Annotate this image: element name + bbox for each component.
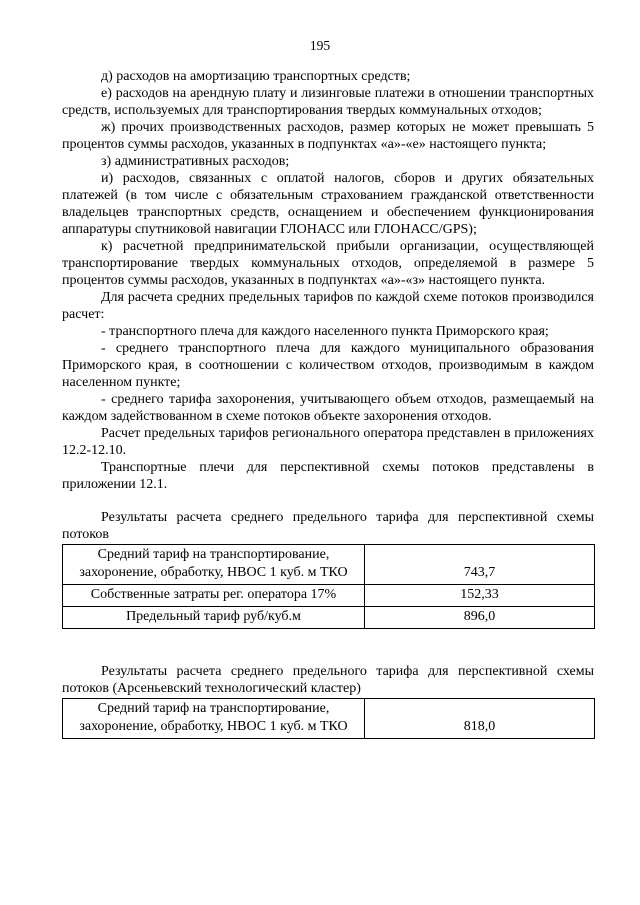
table-row [63,585,595,607]
paragraph-bullet-3: - среднего тарифа захоронения, учитывающего объем отходов, размещаемый на каждом задействованном в схеме потоков объекте захоронения отходов. [62,392,594,424]
paragraph-z: з) административных расходов; [101,154,290,169]
table-cell-label: Предельный тариф руб/куб.м [63,607,365,629]
paragraph-bullet-2: - среднего транспортного плеча для каждого муниципального образования Приморского края, в соотношении с количеством отходов, производимым в каждом населенном пункте; [62,341,594,390]
paragraph-appendix-routes: Транспортные плечи для перспективной схемы потоков представлены в приложении 12.1. [62,460,594,492]
paragraph-k: к) расчетной предпринимательской прибыли организации, осуществляющей транспортирование твердых коммунальных отходов, определяемой в размере 5 процентов суммы расходов, указанных в подпунктах «а»-«з» настоящего пункта. [62,239,594,288]
table-cell-label: Собственные затраты рег. оператора 17% [63,585,365,607]
paragraph-zh: ж) прочих производственных расходов, размер которых не может превышать 5 процентов суммы расходов, указанных в подпунктах «а»-«е» настоящего пункта; [62,120,594,152]
paragraph-appendix-tariffs: Расчет предельных тарифов регионального оператора представлен в приложениях 12.2-12.10. [62,426,594,458]
paragraph-i: и) расходов, связанных с оплатой налогов, сборов и других обязательных платежей (в том числе с обязательным страхованием гражданской ответственности владельцев транспортных средств, оснащением и обеспечением функционирования аппаратуры спутниковой навигации ГЛОНАСС или ГЛОНАСС/GPS); [62,171,594,237]
paragraph-bullet-1: - транспортного плеча для каждого населенного пункта Приморского края; [101,324,549,339]
table-cell-label: Средний тариф на транспортирование, захоронение, обработку, НВОС 1 куб. м ТКО [63,545,365,585]
table2 [62,698,595,739]
paragraph-e: е) расходов на арендную плату и лизинговые платежи в отношении транспортных средств, используемых для транспортирования твердых коммунальных отходов; [62,86,594,118]
table-row [63,607,595,629]
table1 [62,544,595,629]
table1-caption: Результаты расчета среднего предельного тарифа для перспективной схемы потоков [62,510,594,542]
document-body [62,68,594,739]
table-cell-value: 152,33 [365,585,595,607]
table-cell-value: 896,0 [365,607,595,629]
table-row [63,699,595,739]
table-cell-value: 743,7 [365,545,595,585]
table-row [63,545,595,585]
table2-caption: Результаты расчета среднего предельного тарифа для перспективной схемы потоков (Арсеньевский технологический кластер) [62,664,594,696]
paragraph-calc-intro: Для расчета средних предельных тарифов по каждой схеме потоков производился расчет: [62,290,594,322]
page-number: 195 [309,38,331,53]
table-cell-label: Средний тариф на транспортирование, захоронение, обработку, НВОС 1 куб. м ТКО [63,699,365,739]
paragraph-d: д) расходов на амортизацию транспортных средств; [101,69,411,84]
table-cell-value: 818,0 [365,699,595,739]
